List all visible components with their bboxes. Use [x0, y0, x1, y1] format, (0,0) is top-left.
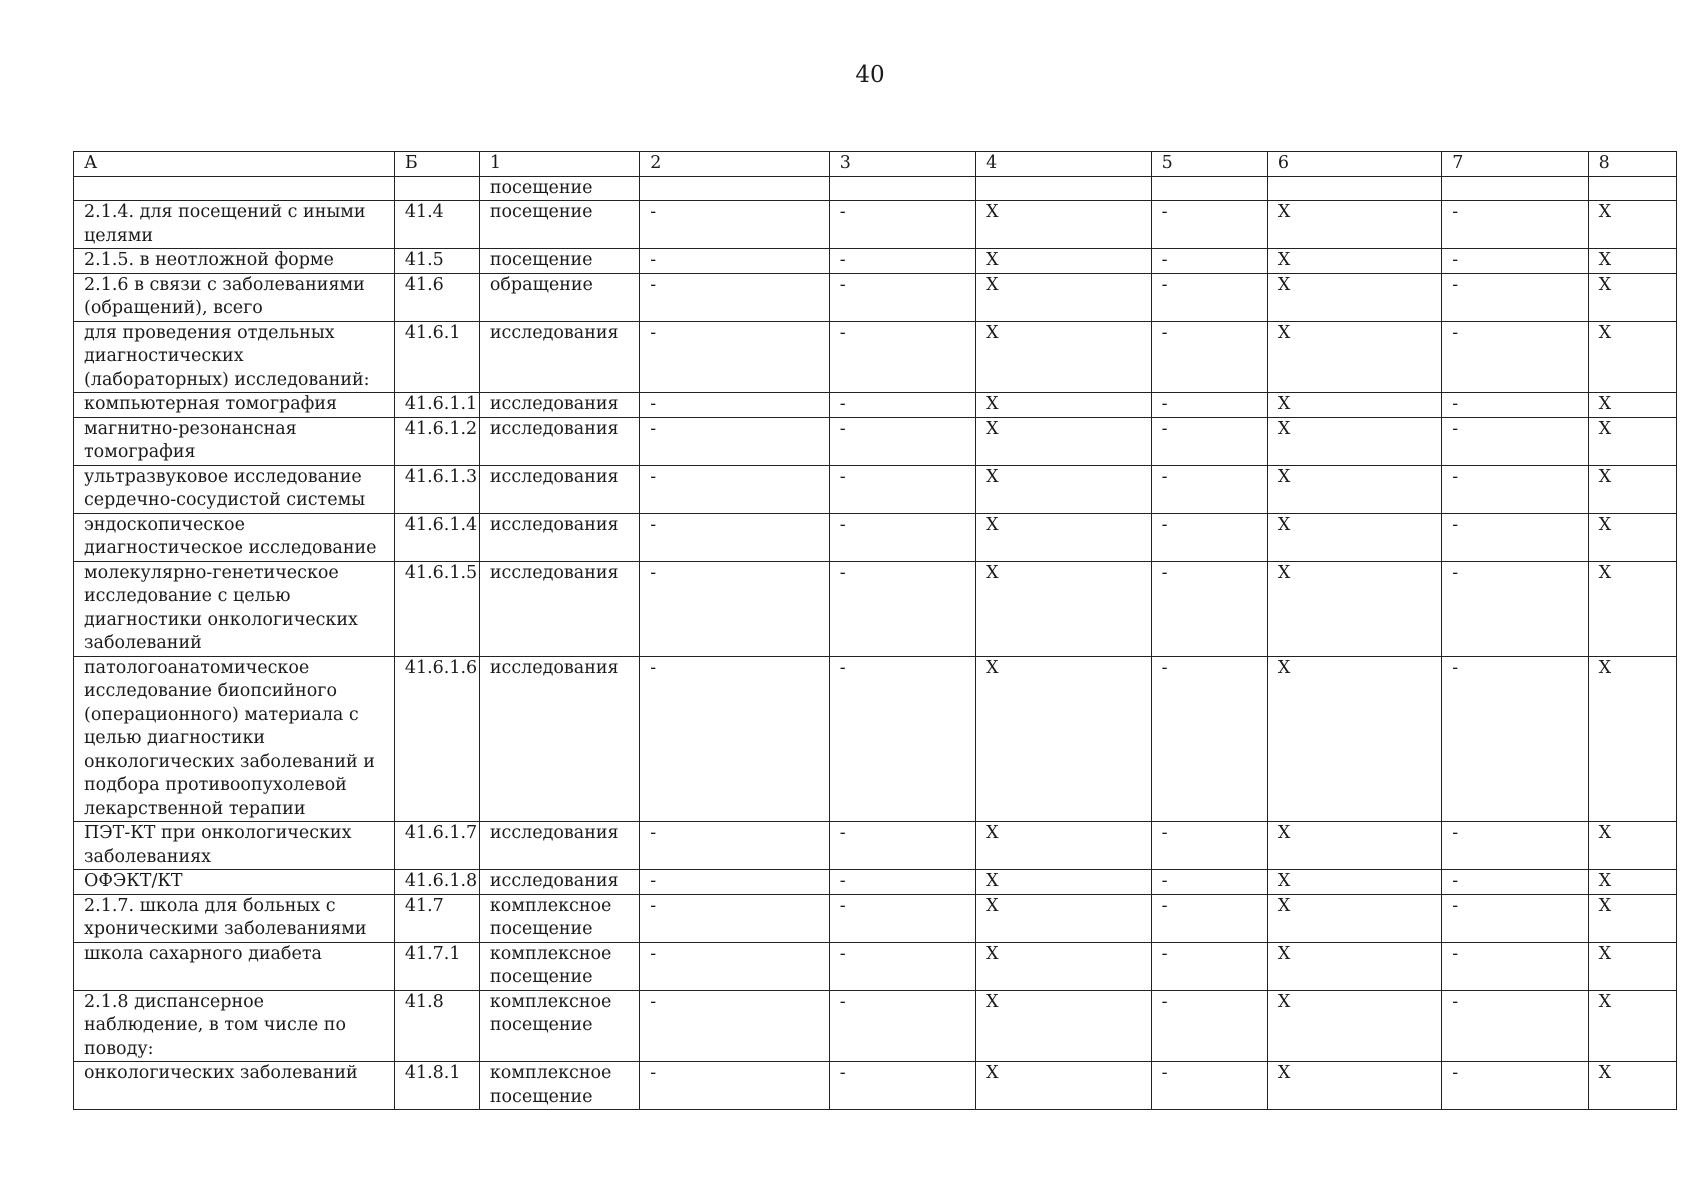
cell-unit: исследования: [479, 561, 639, 656]
cell-name: [74, 176, 395, 201]
cell-col-5: -: [1151, 273, 1267, 321]
cell-col-5: -: [1151, 561, 1267, 656]
cell-col-5: [1151, 176, 1267, 201]
cell-col-2: -: [640, 273, 829, 321]
cell-col-4: X: [976, 249, 1151, 274]
cell-name: ОФЭКТ/КТ: [74, 870, 395, 895]
cell-col-2: -: [640, 561, 829, 656]
cell-col-5: -: [1151, 417, 1267, 465]
cell-name: компьютерная томография: [74, 393, 395, 418]
cell-col-7: -: [1442, 393, 1588, 418]
cell-col-6: X: [1267, 393, 1441, 418]
cell-code: 41.6.1.8: [394, 870, 479, 895]
cell-col-7: -: [1442, 273, 1588, 321]
cell-code: 41.6.1.4: [394, 513, 479, 561]
cell-col-8: X: [1588, 990, 1676, 1062]
cell-col-6: X: [1267, 273, 1441, 321]
table-row: [74, 561, 1677, 656]
cell-col-2: -: [640, 465, 829, 513]
cell-col-4: X: [976, 870, 1151, 895]
cell-col-6: X: [1267, 465, 1441, 513]
cell-col-7: -: [1442, 656, 1588, 822]
cell-col-3: -: [829, 942, 975, 990]
header-cell-col-6: 6: [1267, 152, 1441, 177]
cell-col-5: -: [1151, 465, 1267, 513]
cell-col-7: -: [1442, 321, 1588, 393]
cell-unit: исследования: [479, 822, 639, 870]
cell-col-7: -: [1442, 513, 1588, 561]
cell-name: 2.1.6 в связи с заболеваниями (обращений), всего: [74, 273, 395, 321]
cell-col-6: X: [1267, 942, 1441, 990]
data-table: [73, 151, 1677, 1110]
cell-unit: комплексное посещение: [479, 990, 639, 1062]
cell-unit: исследования: [479, 465, 639, 513]
cell-col-8: X: [1588, 393, 1676, 418]
cell-col-5: -: [1151, 513, 1267, 561]
cell-col-8: X: [1588, 465, 1676, 513]
cell-name: онкологических заболеваний: [74, 1062, 395, 1110]
cell-col-7: -: [1442, 942, 1588, 990]
table-row: [74, 273, 1677, 321]
cell-code: 41.6.1.3: [394, 465, 479, 513]
cell-code: 41.6.1: [394, 321, 479, 393]
cell-name: патологоанатомическое исследование биопсийного (операционного) материала с целью диагностики онкологических заболеваний и подбора противоопухолевой лекарственной терапии: [74, 656, 395, 822]
table-row: [74, 176, 1677, 201]
cell-code: 41.6.1.6: [394, 656, 479, 822]
cell-name: для проведения отдельных диагностических (лабораторных) исследований:: [74, 321, 395, 393]
table-row: [74, 942, 1677, 990]
cell-col-7: -: [1442, 201, 1588, 249]
cell-col-8: X: [1588, 656, 1676, 822]
cell-col-2: -: [640, 870, 829, 895]
header-cell-col-5: 5: [1151, 152, 1267, 177]
cell-col-4: [976, 176, 1151, 201]
cell-unit: исследования: [479, 656, 639, 822]
cell-col-8: X: [1588, 249, 1676, 274]
table-row: [74, 894, 1677, 942]
cell-col-2: -: [640, 656, 829, 822]
page-number: 40: [855, 62, 885, 88]
cell-code: 41.4: [394, 201, 479, 249]
cell-col-8: X: [1588, 417, 1676, 465]
cell-code: 41.8.1: [394, 1062, 479, 1110]
header-cell-col-8: 8: [1588, 152, 1676, 177]
table-header-row: [74, 152, 1677, 177]
cell-col-6: X: [1267, 561, 1441, 656]
cell-code: 41.7: [394, 894, 479, 942]
cell-col-3: -: [829, 393, 975, 418]
cell-col-5: -: [1151, 321, 1267, 393]
table-row: [74, 822, 1677, 870]
table-row: [74, 393, 1677, 418]
cell-col-7: -: [1442, 249, 1588, 274]
cell-col-3: -: [829, 201, 975, 249]
cell-col-2: -: [640, 894, 829, 942]
cell-code: 41.6: [394, 273, 479, 321]
cell-col-8: X: [1588, 942, 1676, 990]
cell-code: 41.6.1.2: [394, 417, 479, 465]
table-row: [74, 201, 1677, 249]
cell-col-4: X: [976, 894, 1151, 942]
cell-col-4: X: [976, 273, 1151, 321]
cell-col-2: -: [640, 942, 829, 990]
cell-col-2: -: [640, 1062, 829, 1110]
cell-col-6: X: [1267, 894, 1441, 942]
cell-col-7: -: [1442, 990, 1588, 1062]
cell-col-4: X: [976, 990, 1151, 1062]
cell-col-3: -: [829, 513, 975, 561]
cell-col-3: -: [829, 465, 975, 513]
cell-col-2: -: [640, 321, 829, 393]
cell-col-6: X: [1267, 1062, 1441, 1110]
cell-unit: исследования: [479, 321, 639, 393]
cell-col-5: -: [1151, 870, 1267, 895]
cell-col-2: -: [640, 990, 829, 1062]
cell-col-5: -: [1151, 942, 1267, 990]
cell-col-2: [640, 176, 829, 201]
cell-name: школа сахарного диабета: [74, 942, 395, 990]
cell-col-4: X: [976, 656, 1151, 822]
cell-col-7: -: [1442, 894, 1588, 942]
header-cell-code: Б: [394, 152, 479, 177]
cell-col-4: X: [976, 822, 1151, 870]
table-row: [74, 990, 1677, 1062]
cell-unit: исследования: [479, 417, 639, 465]
cell-col-7: [1442, 176, 1588, 201]
cell-unit: исследования: [479, 870, 639, 895]
cell-col-6: X: [1267, 513, 1441, 561]
cell-col-6: X: [1267, 656, 1441, 822]
cell-col-6: [1267, 176, 1441, 201]
cell-col-3: -: [829, 417, 975, 465]
cell-name: 2.1.5. в неотложной форме: [74, 249, 395, 274]
cell-col-2: -: [640, 513, 829, 561]
cell-unit: исследования: [479, 393, 639, 418]
cell-col-2: -: [640, 249, 829, 274]
cell-col-5: -: [1151, 393, 1267, 418]
cell-unit: исследования: [479, 513, 639, 561]
cell-col-4: X: [976, 417, 1151, 465]
cell-col-6: X: [1267, 201, 1441, 249]
cell-col-2: -: [640, 417, 829, 465]
header-cell-col-7: 7: [1442, 152, 1588, 177]
cell-col-3: -: [829, 1062, 975, 1110]
cell-unit: комплексное посещение: [479, 942, 639, 990]
cell-col-8: [1588, 176, 1676, 201]
cell-col-8: X: [1588, 273, 1676, 321]
cell-col-4: X: [976, 513, 1151, 561]
cell-col-2: -: [640, 393, 829, 418]
cell-col-8: X: [1588, 201, 1676, 249]
cell-col-3: [829, 176, 975, 201]
cell-col-7: -: [1442, 417, 1588, 465]
cell-name: 2.1.7. школа для больных с хроническими заболеваниями: [74, 894, 395, 942]
cell-unit: комплексное посещение: [479, 894, 639, 942]
cell-code: 41.6.1.1: [394, 393, 479, 418]
cell-col-8: X: [1588, 1062, 1676, 1110]
cell-unit: посещение: [479, 249, 639, 274]
cell-col-8: X: [1588, 870, 1676, 895]
cell-col-3: -: [829, 656, 975, 822]
cell-col-2: -: [640, 822, 829, 870]
cell-col-3: -: [829, 870, 975, 895]
cell-col-7: -: [1442, 870, 1588, 895]
cell-col-4: X: [976, 942, 1151, 990]
table-row: [74, 249, 1677, 274]
cell-col-7: -: [1442, 561, 1588, 656]
header-cell-name: А: [74, 152, 395, 177]
cell-code: 41.6.1.5: [394, 561, 479, 656]
cell-col-7: -: [1442, 1062, 1588, 1110]
cell-unit: комплексное посещение: [479, 1062, 639, 1110]
cell-col-8: X: [1588, 321, 1676, 393]
table-row: [74, 656, 1677, 822]
cell-col-5: -: [1151, 249, 1267, 274]
cell-col-5: -: [1151, 1062, 1267, 1110]
table-row: [74, 417, 1677, 465]
cell-col-4: X: [976, 393, 1151, 418]
cell-col-4: X: [976, 321, 1151, 393]
cell-name: 2.1.4. для посещений с иными целями: [74, 201, 395, 249]
cell-code: 41.8: [394, 990, 479, 1062]
cell-col-3: -: [829, 249, 975, 274]
cell-col-6: X: [1267, 321, 1441, 393]
cell-col-3: -: [829, 273, 975, 321]
cell-col-5: -: [1151, 656, 1267, 822]
cell-unit: посещение: [479, 201, 639, 249]
cell-col-6: X: [1267, 417, 1441, 465]
cell-col-3: -: [829, 822, 975, 870]
cell-col-4: X: [976, 465, 1151, 513]
cell-col-3: -: [829, 894, 975, 942]
cell-col-6: X: [1267, 822, 1441, 870]
cell-col-5: -: [1151, 990, 1267, 1062]
cell-code: [394, 176, 479, 201]
header-cell-col-3: 3: [829, 152, 975, 177]
cell-col-6: X: [1267, 990, 1441, 1062]
cell-col-4: X: [976, 561, 1151, 656]
header-cell-unit: 1: [479, 152, 639, 177]
cell-col-5: -: [1151, 894, 1267, 942]
cell-col-5: -: [1151, 201, 1267, 249]
cell-col-3: -: [829, 990, 975, 1062]
cell-code: 41.6.1.7: [394, 822, 479, 870]
cell-col-8: X: [1588, 822, 1676, 870]
cell-name: магнитно-резонансная томография: [74, 417, 395, 465]
table-row: [74, 870, 1677, 895]
cell-name: 2.1.8 диспансерное наблюдение, в том числе по поводу:: [74, 990, 395, 1062]
cell-col-4: X: [976, 1062, 1151, 1110]
cell-unit: обращение: [479, 273, 639, 321]
cell-name: ультразвуковое исследование сердечно-сосудистой системы: [74, 465, 395, 513]
table-row: [74, 1062, 1677, 1110]
cell-col-5: -: [1151, 822, 1267, 870]
header-cell-col-2: 2: [640, 152, 829, 177]
cell-col-6: X: [1267, 249, 1441, 274]
cell-col-8: X: [1588, 561, 1676, 656]
table-row: [74, 513, 1677, 561]
cell-col-3: -: [829, 321, 975, 393]
cell-name: молекулярно-генетическое исследование с целью диагностики онкологических заболеваний: [74, 561, 395, 656]
cell-code: 41.7.1: [394, 942, 479, 990]
cell-col-8: X: [1588, 513, 1676, 561]
table-body: [74, 152, 1677, 1110]
cell-col-3: -: [829, 561, 975, 656]
table-row: [74, 321, 1677, 393]
cell-col-2: -: [640, 201, 829, 249]
cell-name: ПЭТ-КТ при онкологических заболеваниях: [74, 822, 395, 870]
cell-col-8: X: [1588, 894, 1676, 942]
cell-unit: посещение: [479, 176, 639, 201]
header-cell-col-4: 4: [976, 152, 1151, 177]
cell-code: 41.5: [394, 249, 479, 274]
cell-col-7: -: [1442, 465, 1588, 513]
cell-col-4: X: [976, 201, 1151, 249]
cell-name: эндоскопическое диагностическое исследование: [74, 513, 395, 561]
cell-col-7: -: [1442, 822, 1588, 870]
table-row: [74, 465, 1677, 513]
cell-col-6: X: [1267, 870, 1441, 895]
